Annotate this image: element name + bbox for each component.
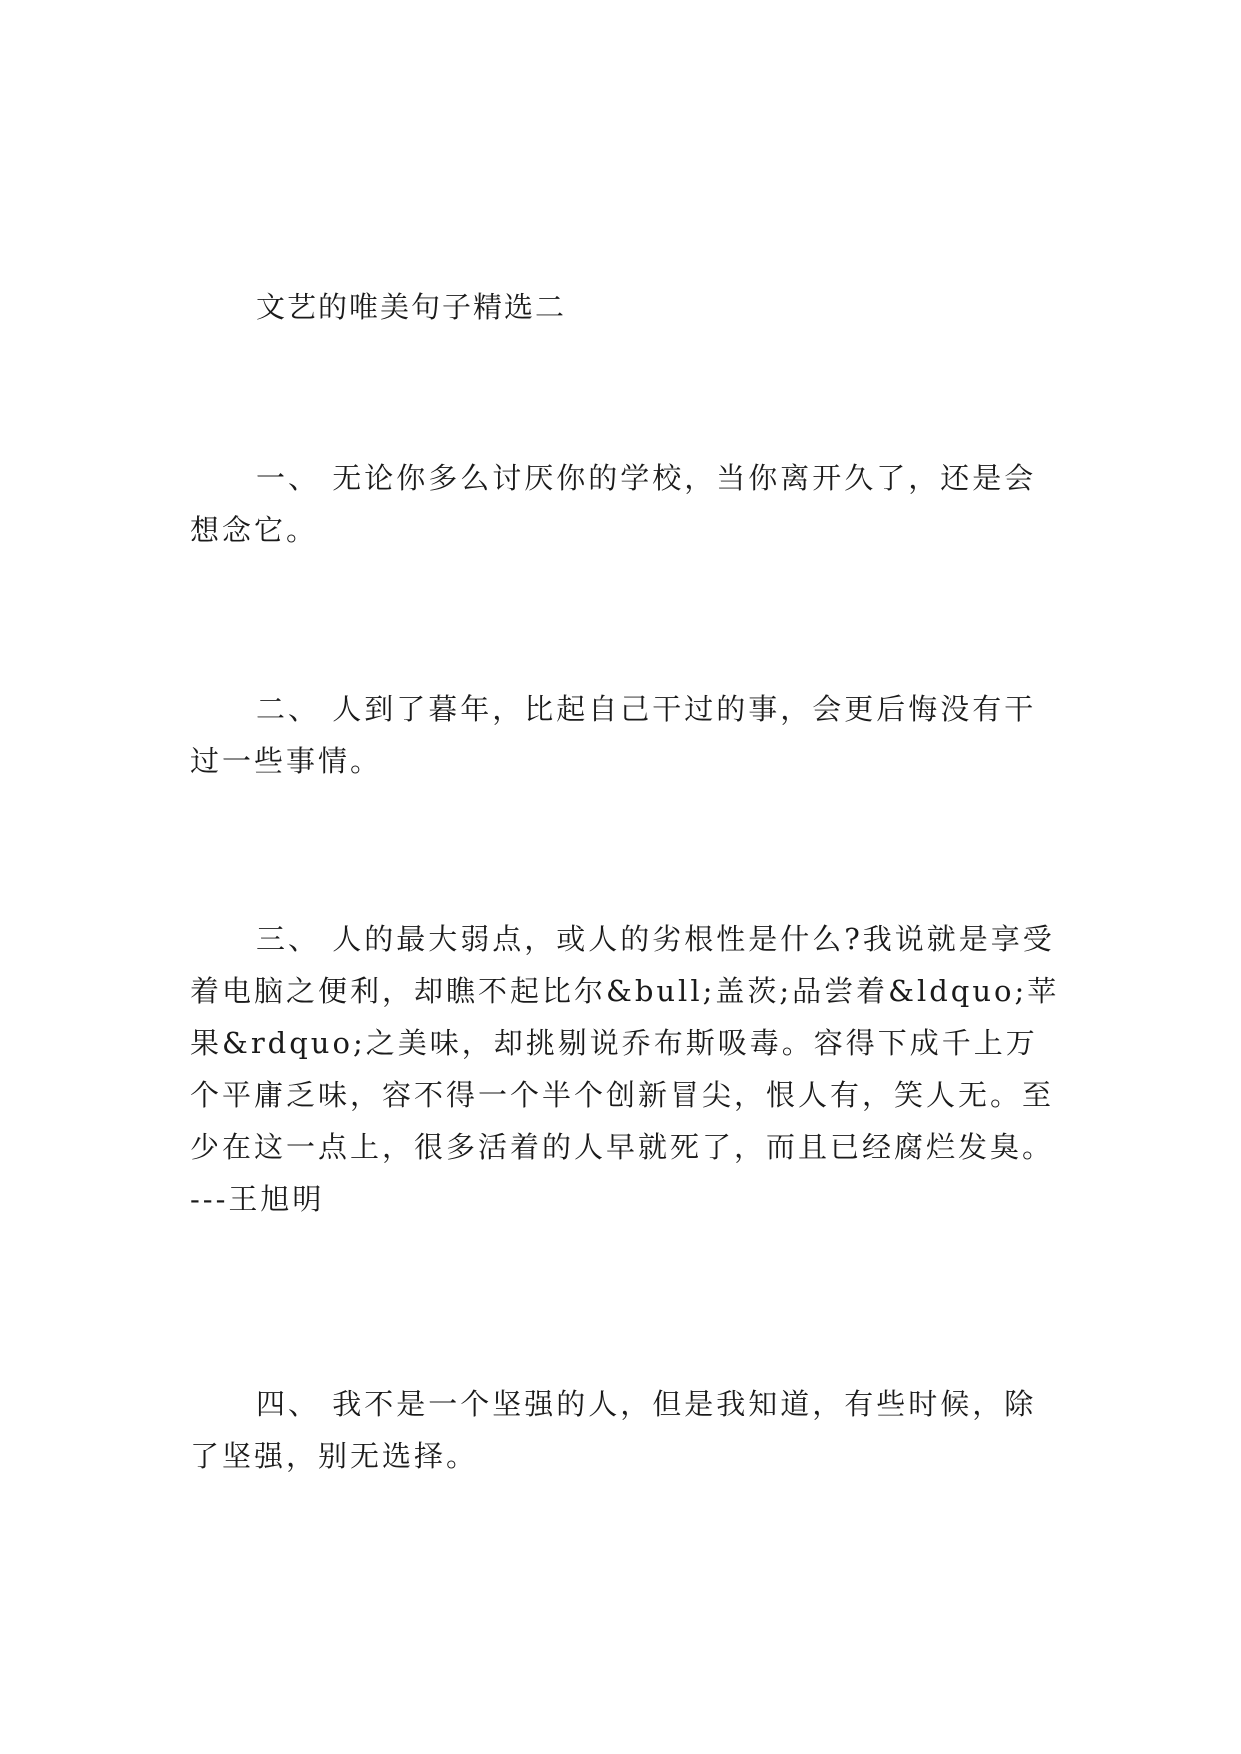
paragraph-2: 二、 人到了暮年，比起自己干过的事，会更后悔没有干过一些事情。	[190, 692, 1037, 778]
paragraph-1: 一、 无论你多么讨厌你的学校，当你离开久了，还是会想念它。	[190, 461, 1037, 547]
paragraph-3: 三、 人的最大弱点，或人的劣根性是什么?我说就是享受着电脑之便利，却瞧不起比尔&bull;盖茨;品尝着&ldquo;苹果&rdquo;之美味，却挑剔说乔布斯吸毒。容得下成千上万个平庸乏味，容不得一个半个创新冒尖，恨人有，笑人无。至少在这一点上，很多活着的人早就死了，而且已经腐烂发臭。---王旭明	[190, 922, 1060, 1216]
document-title: 文艺的唯美句子精选二	[256, 290, 567, 324]
paragraph-4: 四、 我不是一个坚强的人，但是我知道，有些时候，除了坚强，别无选择。	[190, 1387, 1037, 1473]
